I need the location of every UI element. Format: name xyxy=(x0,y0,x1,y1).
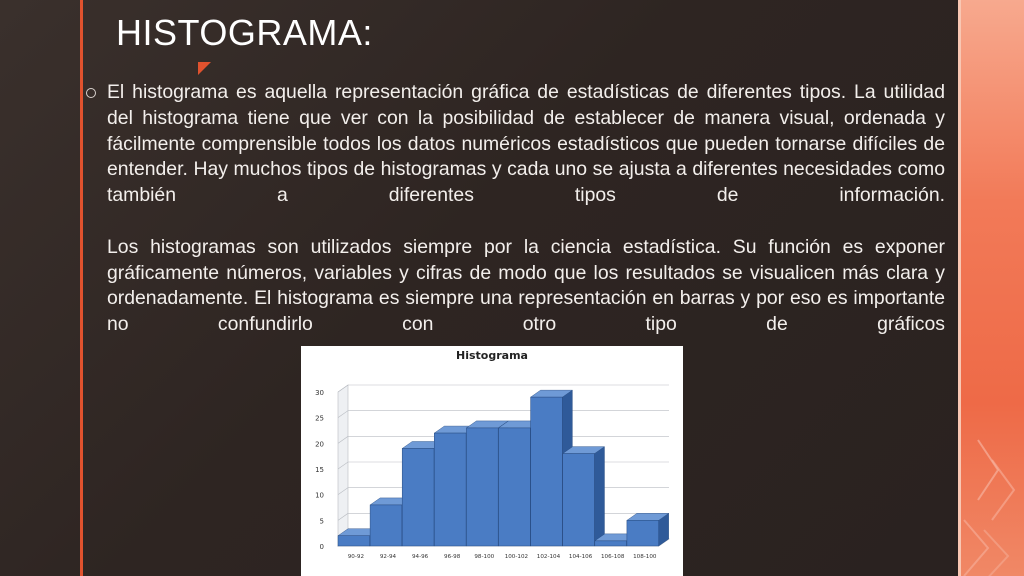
y-tick-label: 25 xyxy=(315,414,324,423)
paragraph-histogram-usage: Los histogramas son utilizados siempre por la ciencia estadística. Su función es exponer gráficamente números, variables y cifras de modo que los resultados se visualicen más clara y ordenadamente. El histograma es siempre una representación en barras y por eso es importante no confundirlo con otro tipo de gráficos xyxy=(107,235,945,336)
histogram-bar-side xyxy=(594,447,604,546)
x-tick-label: 94-96 xyxy=(411,554,429,560)
y-tick-label: 0 xyxy=(319,543,324,551)
x-tick-label: 102-104 xyxy=(536,554,561,560)
slide-body xyxy=(107,80,945,338)
histogram-bar xyxy=(402,448,434,546)
y-tick-label: 15 xyxy=(315,466,324,474)
histogram-bar xyxy=(466,428,498,546)
chart-gridline xyxy=(338,411,669,418)
histogram-bar xyxy=(627,520,659,546)
chart-title: Histograma xyxy=(456,349,528,362)
x-tick-label: 104-106 xyxy=(568,554,593,560)
y-tick-label: 5 xyxy=(319,517,324,526)
histogram-chart-svg xyxy=(301,346,683,576)
histogram-bar xyxy=(370,505,402,546)
x-tick-label: 108-100 xyxy=(633,554,657,560)
histogram-bar xyxy=(531,397,563,546)
histogram-bar xyxy=(338,536,370,546)
x-tick-label: 98-100 xyxy=(474,554,495,560)
chart-gridline xyxy=(338,385,669,392)
y-tick-label: 10 xyxy=(315,491,324,500)
histogram-bar xyxy=(595,541,627,546)
left-accent-rule xyxy=(80,0,83,576)
x-tick-label: 92-94 xyxy=(379,554,397,560)
x-tick-label: 96-98 xyxy=(444,554,461,560)
x-tick-label: 90-92 xyxy=(347,554,365,560)
bullet-marker xyxy=(86,88,96,98)
paragraph-histogram-definition: El histograma es aquella representación gráfica de estadísticas de diferentes tipos. La utilidad del histograma tiene que ver con la posibilidad de establecer de manera visual, ordenada y fácilmente comprensible todos los datos numéricos estadísticos que pueden tornarse difíciles de entender. Hay muchos tipos de histogramas y cada uno se ajusta a diferentes necesidades como también a diferentes tipos de información. xyxy=(107,81,945,207)
right-decorative-panel xyxy=(958,0,1024,576)
histogram-bar xyxy=(499,428,531,546)
title-corner-mark xyxy=(198,62,211,75)
x-tick-label: 100-102 xyxy=(504,554,529,560)
histogram-bar xyxy=(434,433,466,546)
y-tick-label: 30 xyxy=(315,389,324,397)
histogram-bar xyxy=(563,454,595,546)
histogram-chart xyxy=(301,346,683,576)
x-tick-label: 106-108 xyxy=(601,554,625,560)
y-tick-label: 20 xyxy=(315,440,324,449)
right-panel-arrows xyxy=(958,0,1024,576)
slide-title: HISTOGRAMA: xyxy=(116,12,373,53)
